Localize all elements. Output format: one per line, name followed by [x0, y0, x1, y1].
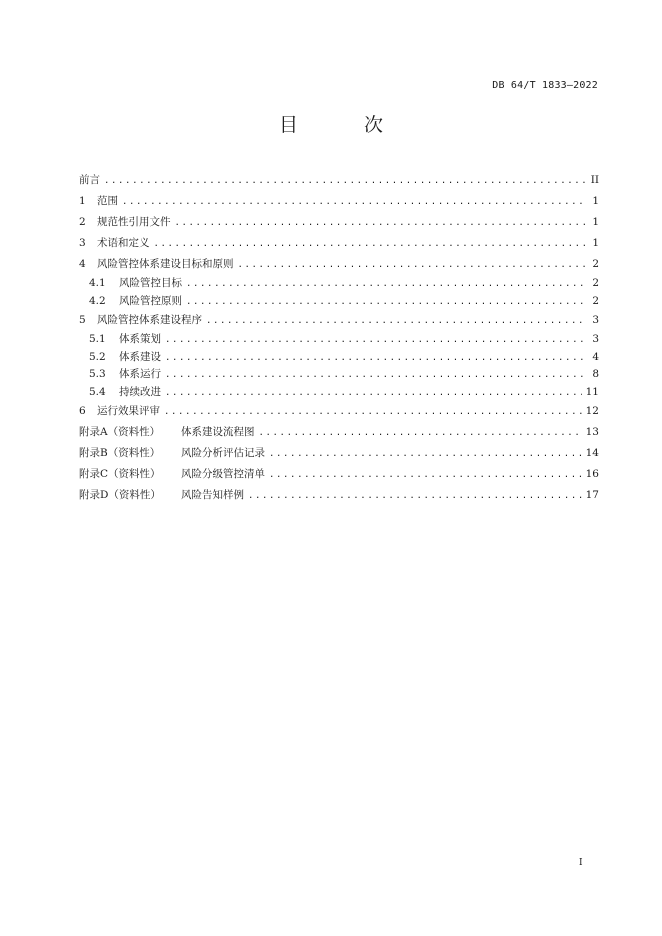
toc-entry-title: 范围	[97, 195, 118, 207]
toc-entry-number: 5.3	[89, 368, 106, 380]
toc-entry-title: 风险管控目标	[119, 277, 182, 289]
toc-entry-page: 2	[592, 294, 599, 307]
toc-entry-title: 体系建设	[119, 350, 161, 363]
toc-leader-dots	[165, 367, 585, 385]
table-of-contents	[79, 170, 599, 506]
toc-leader-dots	[248, 486, 582, 507]
toc-entry-page: 1	[592, 237, 599, 249]
toc-entry-number: 2	[79, 216, 86, 228]
toc-entry-number: 附录D（资料性）	[79, 489, 161, 501]
toc-entry-number: 4	[79, 258, 86, 270]
toc-leader-dots	[165, 350, 585, 368]
toc-entry-page: 11	[585, 385, 599, 398]
toc-entry-number: 附录C（资料性）	[79, 468, 161, 480]
toc-leader-dots	[269, 465, 582, 486]
toc-entry[interactable]	[79, 443, 599, 464]
toc-entry-page: 1	[592, 195, 599, 207]
toc-entry-title: 术语和定义	[97, 237, 150, 249]
toc-entry-page: 2	[592, 277, 599, 289]
toc-entry-title: 体系运行	[119, 368, 161, 380]
toc-entry-page: 8	[592, 368, 599, 380]
toc-leader-dots	[206, 311, 585, 332]
toc-entry[interactable]	[79, 384, 599, 402]
toc-entry-number: 5	[79, 314, 86, 326]
toc-entry[interactable]	[79, 485, 599, 506]
toc-leader-dots	[186, 276, 585, 294]
toc-entry[interactable]	[79, 191, 599, 212]
toc-entry[interactable]	[79, 254, 599, 275]
toc-leader-dots	[122, 192, 585, 213]
toc-entry[interactable]	[79, 349, 599, 367]
toc-leader-dots	[259, 423, 582, 444]
toc-entry-title: 持续改进	[119, 385, 161, 398]
toc-entry-page: II	[590, 174, 599, 186]
toc-entry-title: 风险分级管控清单	[181, 468, 265, 480]
toc-entry-page: 16	[585, 468, 599, 480]
toc-leader-dots	[175, 213, 586, 234]
standard-code: DB 64/T 1833—2022	[492, 80, 598, 91]
page-number: I	[579, 858, 583, 868]
toc-entry-title: 风险告知样例	[181, 489, 244, 501]
toc-leader-dots	[154, 234, 586, 255]
toc-entry-number: 3	[79, 237, 86, 249]
toc-entry-title: 前言	[79, 174, 100, 186]
toc-leader-dots	[165, 332, 585, 350]
toc-entry-title: 风险管控体系建设程序	[97, 314, 202, 326]
toc-leader-dots	[164, 402, 582, 423]
toc-entry-page: 4	[592, 350, 599, 363]
toc-entry-number: 6	[79, 405, 86, 417]
toc-entry-number: 4.1	[89, 277, 106, 289]
toc-entry-number: 附录B（资料性）	[79, 447, 161, 459]
toc-entry-title: 规范性引用文件	[97, 216, 171, 228]
toc-entry-number: 5.2	[89, 350, 106, 363]
toc-entry-title: 体系策划	[119, 333, 161, 345]
toc-entry-page: 13	[585, 426, 599, 438]
toc-entry-number: 5.1	[89, 333, 106, 345]
toc-entry[interactable]	[79, 401, 599, 422]
toc-entry-page: 2	[592, 258, 599, 270]
toc-leader-dots	[269, 444, 582, 465]
toc-entry-title: 风险分析评估记录	[181, 447, 265, 459]
toc-entry[interactable]	[79, 293, 599, 311]
toc-entry-page: 3	[592, 314, 599, 326]
toc-entry-title: 风险管控原则	[119, 294, 182, 307]
toc-entry[interactable]	[79, 422, 599, 443]
toc-leader-dots	[165, 385, 582, 403]
toc-entry-page: 17	[585, 489, 599, 501]
toc-entry[interactable]	[79, 310, 599, 331]
toc-title: 目 次	[278, 114, 414, 136]
toc-entry-page: 12	[585, 405, 599, 417]
toc-entry-page: 1	[592, 216, 599, 228]
toc-entry-page: 3	[592, 333, 599, 345]
toc-entry-number: 附录A（资料性）	[79, 426, 161, 438]
toc-entry-number: 5.4	[89, 385, 106, 398]
toc-entry-title: 风险管控体系建设目标和原则	[97, 258, 234, 270]
toc-entry[interactable]	[79, 212, 599, 233]
toc-leader-dots	[186, 294, 585, 312]
toc-entry[interactable]	[79, 233, 599, 254]
toc-leader-dots	[104, 171, 585, 192]
toc-entry[interactable]	[79, 464, 599, 485]
toc-entry-number: 1	[79, 195, 86, 207]
toc-entry[interactable]	[79, 275, 599, 293]
toc-entry-page: 14	[585, 447, 599, 459]
toc-entry-title: 运行效果评审	[97, 405, 160, 417]
toc-entry[interactable]	[79, 366, 599, 384]
toc-leader-dots	[238, 255, 586, 276]
toc-entry[interactable]	[79, 331, 599, 349]
toc-entry-title: 体系建设流程图	[181, 426, 255, 438]
toc-entry-number: 4.2	[89, 294, 106, 307]
toc-entry[interactable]	[79, 170, 599, 191]
